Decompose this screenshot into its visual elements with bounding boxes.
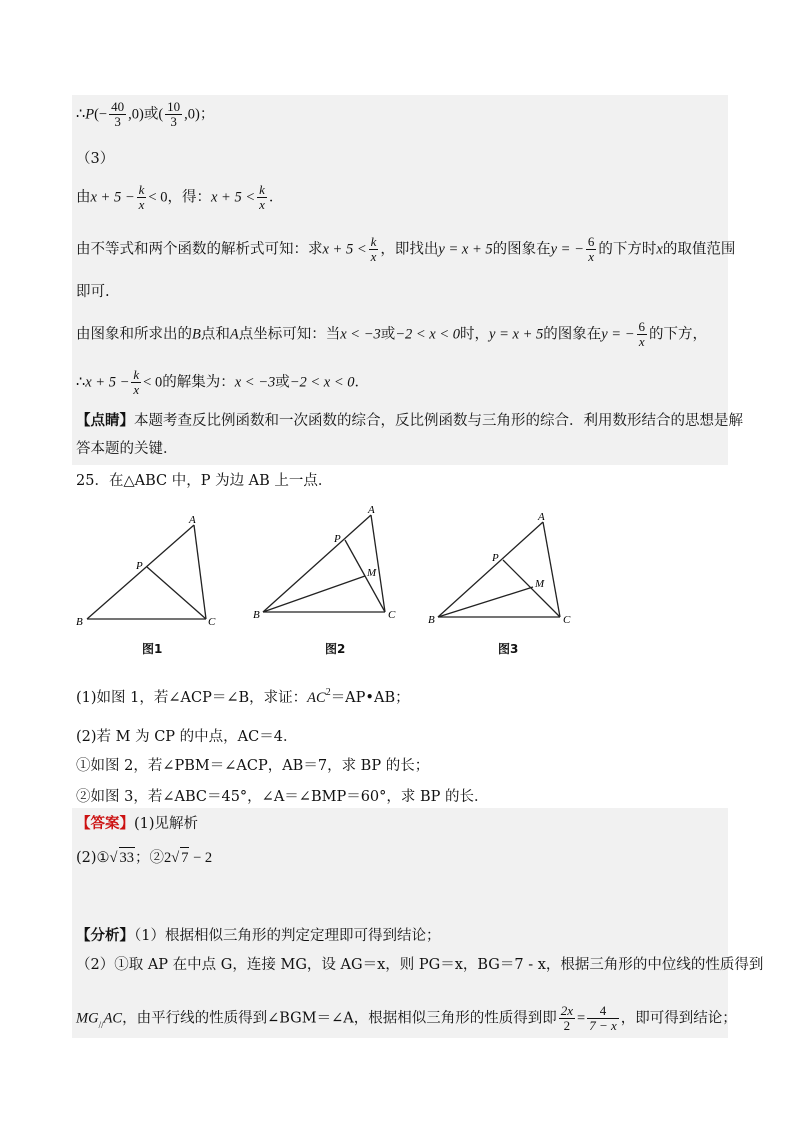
fig1-label-a: A bbox=[189, 514, 196, 526]
fraction-k-x: $\frac{k}{x}$ bbox=[138, 182, 145, 212]
fig3-label-a: A bbox=[538, 511, 545, 523]
solution-line-graph: 由图象和所求出的B点和A点坐标可知：当x < −3或−2 < x < 0时，y = x + 5的图象在y = − $\frac{6}{x}$ 的下方， bbox=[76, 319, 707, 349]
fig3-label-c: C bbox=[563, 614, 571, 626]
fig3-label-m: M bbox=[535, 578, 545, 590]
figure-2-caption: 图2 bbox=[325, 642, 346, 656]
analysis-line-3: $MG_{//}AC$，由平行线的性质得到∠BGM＝∠A，根据相似三角形的性质得到即 $\frac{2x}{2}$ = $\frac{4}{7 - x}$ ，即可得到结论； bbox=[76, 1003, 737, 1033]
fig1-label-b: B bbox=[76, 616, 83, 628]
figure-1 bbox=[70, 505, 240, 635]
solution-line-explain: 由不等式和两个函数的解析式可知：求x + 5 < $\frac{k}{x}$ ，即找出y = x + 5的图象在y = − $\frac{6}{x}$ 的下方时x的取值范围 bbox=[76, 234, 736, 264]
question-part2-1: ①如图 2，若∠PBM＝∠ACP，AB＝7，求 BP 的长； bbox=[76, 758, 430, 774]
solution-line-inequality: 由x + 5 − $\frac{k}{x}$ < 0，得：x + 5 < $\frac{k}{x}$ ． bbox=[76, 182, 284, 212]
fraction-10-3: $\frac{10}{3}$ bbox=[167, 99, 181, 129]
fig1-label-p: P bbox=[136, 560, 143, 572]
fraction-k-x-3: $\frac{k}{x}$ bbox=[370, 234, 377, 264]
fraction-k-x-4: $\frac{k}{x}$ bbox=[133, 367, 140, 397]
fig2-label-b: B bbox=[253, 609, 260, 621]
solution-part3-label: （3） bbox=[76, 151, 115, 167]
comment-tag: 【点睛】 bbox=[76, 412, 134, 429]
analysis-line-1: 【分析】（1）根据相似三角形的判定定理即可得到结论； bbox=[76, 927, 441, 944]
figure-3-caption: 图3 bbox=[498, 642, 519, 656]
fig3-label-p: P bbox=[492, 552, 499, 564]
solution-line-p-coords: ∴P(− $\frac{40}{3}$ ,0)或( $\frac{10}{3}$ ,0)； bbox=[76, 99, 215, 129]
fraction-6-x-2: $\frac{6}{x}$ bbox=[638, 319, 645, 349]
fig2-label-a: A bbox=[368, 504, 375, 516]
answer-line-1: 【答案】(1)见解析 bbox=[76, 815, 199, 832]
comment-line-1: 【点睛】本题考查反比例函数和一次函数的综合，反比例函数与三角形的综合．利用数形结合的思想是解 bbox=[76, 412, 743, 429]
question-part2: (2)若 M 为 CP 的中点，AC＝4． bbox=[76, 729, 298, 745]
figure-3 bbox=[420, 505, 590, 635]
fig2-label-c: C bbox=[388, 609, 396, 621]
fraction-k-x-2: $\frac{k}{x}$ bbox=[259, 182, 265, 212]
figure-2 bbox=[245, 500, 415, 630]
analysis-tag: 【分析】 bbox=[76, 927, 134, 944]
comment-line-2: 答本题的关键． bbox=[76, 441, 178, 457]
fig1-label-c: C bbox=[208, 616, 216, 628]
question-part2-2: ②如图 3，若∠ABC＝45°，∠A＝∠BMP＝60°，求 BP 的长． bbox=[76, 789, 489, 805]
fraction-2x-2: $\frac{2x}{2}$ bbox=[560, 1003, 574, 1033]
solution-line-explain-end: 即可. bbox=[76, 284, 110, 300]
question-part1: (1)如图 1，若∠ACP＝∠B，求证：$AC^2=AP•AB$； bbox=[76, 687, 410, 706]
analysis-line-2: （2）①取 AP 在中点 G，连接 MG，设 AG＝x，则 PG＝x，BG＝7 - x，根据三角形的中位线的性质得到 bbox=[76, 957, 764, 973]
answer-tag: 【答案】 bbox=[76, 815, 134, 832]
fig3-label-b: B bbox=[428, 614, 435, 626]
figure-1-caption: 图1 bbox=[142, 642, 163, 656]
fig2-label-p: P bbox=[334, 533, 341, 545]
solution-shade-top bbox=[72, 95, 728, 465]
fraction-4-7-x: $\frac{4}{7 - x}$ bbox=[589, 1003, 617, 1033]
question-title: 25．在△ABC 中，P 为边 AB 上一点． bbox=[76, 473, 333, 489]
fig2-label-m: M bbox=[367, 567, 377, 579]
solution-line-result: ∴x + 5 − $\frac{k}{x}$ < 0的解集为：x < −3或−2 < x < 0． bbox=[76, 367, 370, 397]
fraction-40-3: $\frac{40}{3}$ bbox=[111, 99, 125, 129]
answer-line-2: (2)①√ 33；②2√ 7 − 2 bbox=[76, 847, 212, 868]
fraction-6-x: $\frac{6}{x}$ bbox=[587, 234, 595, 264]
